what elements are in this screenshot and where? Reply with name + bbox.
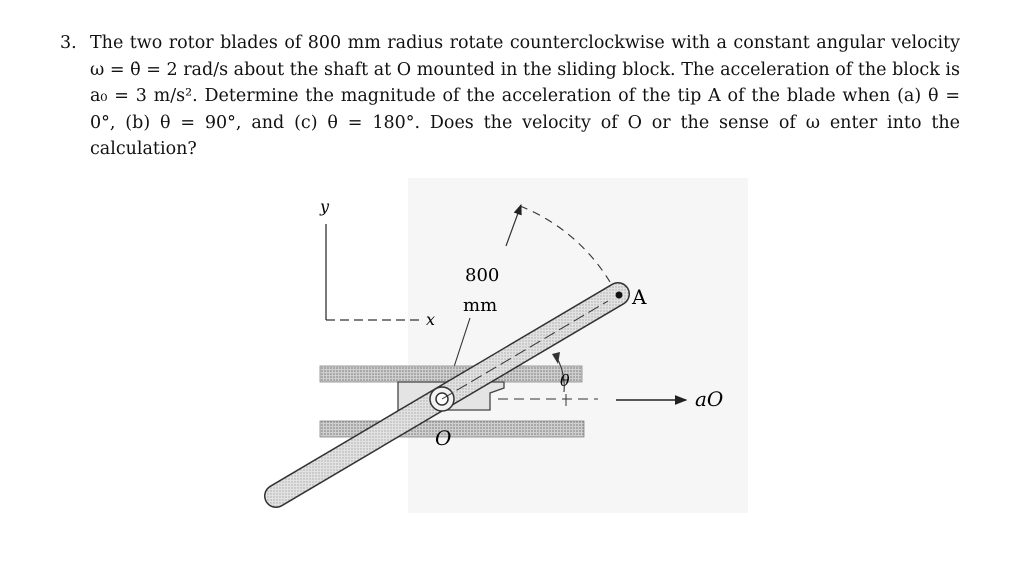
angle-label: θ <box>560 371 570 390</box>
coordinate-axes <box>326 224 420 320</box>
center-label: O <box>435 426 452 450</box>
problem-text: The two rotor blades of 800 mm radius rotate counterclockwise with a constant angular velocity ω = θ̇ = 2 rad/s about the shaft at O mounted in the sliding block. The acceleration of the block is a₀ = 3 m/s². Determine the magnitude of the acceleration of the tip A of the blade when (a) θ = 0°, (b) θ = 90°, and (c) θ = 180°. Does the velocity of O or the sense of ω enter into the calculation? <box>90 33 960 159</box>
tip-point <box>616 292 623 299</box>
rotor-diagram <box>258 178 748 518</box>
radius-value: 800 <box>465 265 500 286</box>
problem-number: 3. <box>60 33 77 53</box>
problem-statement <box>60 30 960 163</box>
tip-label: A <box>632 285 647 309</box>
figure-background <box>408 178 748 513</box>
acceleration-label: aO <box>695 387 724 411</box>
x-axis-label: x <box>426 310 436 329</box>
y-axis-label: y <box>320 197 330 216</box>
radius-unit: mm <box>463 295 498 316</box>
rotor-figure <box>258 178 748 518</box>
